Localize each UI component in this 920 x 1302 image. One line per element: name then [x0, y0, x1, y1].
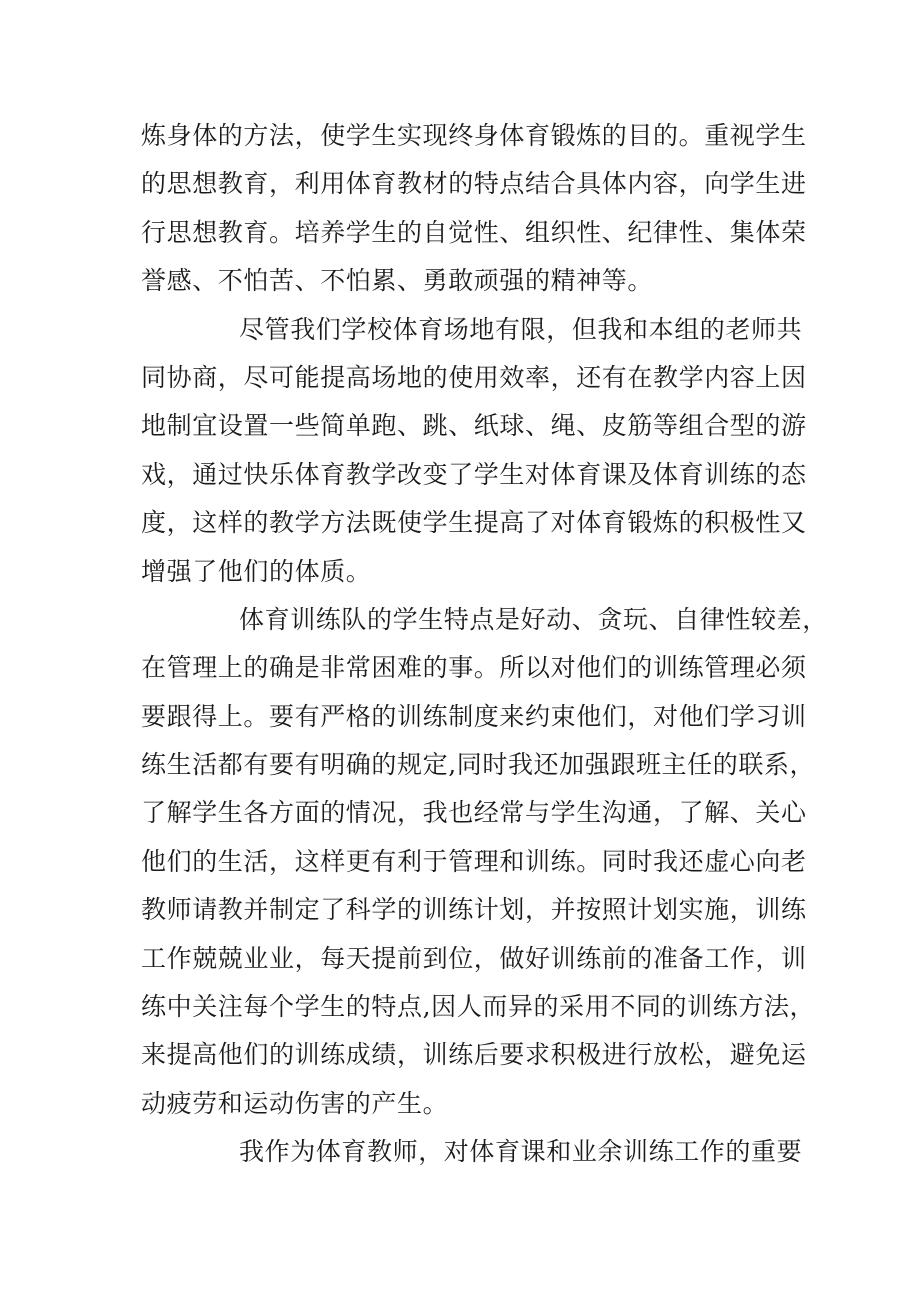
text-line: 行思想教育。培养学生的自觉性、组织性、纪律性、集体荣 — [141, 217, 807, 247]
paragraph-start-line: 我作为体育教师，对体育课和业余训练工作的重要 — [239, 1137, 803, 1167]
text-line: 誉感、不怕苦、不怕累、勇敢顽强的精神等。 — [141, 266, 654, 296]
text-line: 练中关注每个学生的特点,因人而异的采用不同的训练方法， — [141, 992, 816, 1022]
text-line: 动疲劳和运动伤害的产生。 — [141, 1088, 449, 1118]
text-line: 度，这样的教学方法既使学生提高了对体育锻炼的积极性又 — [141, 508, 807, 538]
text-line: 要跟得上。要有严格的训练制度来约束他们，对他们学习训 — [141, 701, 807, 731]
text-line: 他们的生活，这样更有利于管理和训练。同时我还虚心向老 — [141, 846, 807, 876]
text-line: 来提高他们的训练成绩，训练后要求积极进行放松，避免运 — [141, 1040, 807, 1070]
text-line: 了解学生各方面的情况，我也经常与学生沟通，了解、关心 — [141, 798, 807, 828]
body-text — [141, 112, 828, 1177]
text-line: 练生活都有要有明确的规定,同时我还加强跟班主任的联系， — [141, 750, 816, 780]
text-line: 地制宜设置一些简单跑、跳、纸球、绳、皮筋等组合型的游 — [141, 411, 807, 441]
paragraph-start-line: 体育训练队的学生特点是好动、贪玩、自律性较差， — [239, 604, 828, 634]
paragraph-start-line: 尽管我们学校体育场地有限，但我和本组的老师共 — [239, 314, 803, 344]
text-line: 的思想教育，利用体育教材的特点结合具体内容，向学生进 — [141, 169, 807, 199]
text-line: 同协商，尽可能提高场地的使用效率，还有在教学内容上因 — [141, 362, 807, 392]
text-line: 炼身体的方法，使学生实现终身体育锻炼的目的。重视学生 — [141, 121, 807, 150]
text-line: 工作兢兢业业，每天提前到位，做好训练前的准备工作，训 — [141, 943, 807, 973]
text-line: 在管理上的确是非常困难的事。所以对他们的训练管理必须 — [141, 653, 807, 683]
text-line: 戏，通过快乐体育教学改变了学生对体育课及体育训练的态 — [141, 459, 807, 489]
text-line: 增强了他们的体质。 — [141, 556, 372, 586]
text-line: 教师请教并制定了科学的训练计划，并按照计划实施，训练 — [141, 895, 807, 925]
